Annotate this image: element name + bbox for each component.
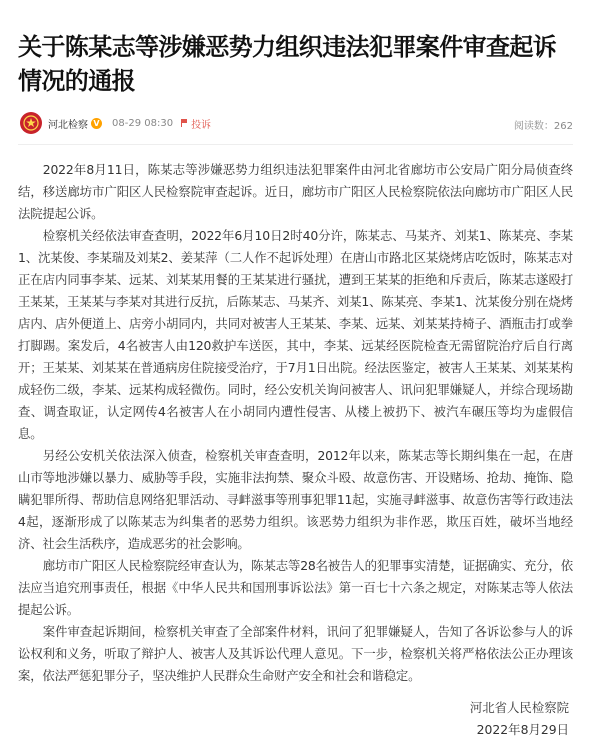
publish-datetime: 08-29 08:30: [112, 117, 174, 129]
paragraph: 另经公安机关依法深入侦查，检察机关审查查明，2012年以来，陈某志等长期纠集在一起，在唐山市等地涉嫌以暴力、威胁等手段，实施非法拘禁、聚众斗殴、故意伤害、开设赌场、抢劫、掩饰、隐瞒犯罪所得、帮助信息网络犯罪活动、寻衅滋事等刑事犯罪11起，实施寻衅滋事、故意伤害等行政违法4起，逐渐形成了以陈某志为纠集者的恶势力组织。该恶势力组织为非作恶，欺压百姓，破坏当地经济、社会生活秩序，造成恶劣的社会影响。: [18, 448, 573, 551]
signature-date: 2022年8月29日: [476, 722, 569, 737]
signature: [18, 697, 573, 741]
article-meta: [18, 108, 573, 138]
account-name[interactable]: 河北检察: [48, 119, 88, 131]
paragraph: 2022年8月11日，陈某志等涉嫌恶势力组织违法犯罪案件由河北省廊坊市公安局广阳分局侦查终结，移送廊坊市广阳区人民检察院审查起诉。近日，廊坊市广阳区人民检察院依法向廊坊市广阳区人民法院提起公诉。: [18, 162, 573, 221]
paragraph: 廊坊市广阳区人民检察院经审查认为，陈某志等28名被告人的犯罪事实清楚，证据确实、充分，依法应当追究刑事责任，根据《中华人民共和国刑事诉讼法》第一百七十六条之规定，对陈某志等人依法提起公诉。: [18, 558, 573, 617]
signature-org: 河北省人民检察院: [469, 700, 569, 715]
flag-icon: [181, 119, 188, 127]
verified-v-icon: V: [91, 118, 102, 129]
paragraph: 检察机关经依法审查查明，2022年6月10日2时40分许，陈某志、马某齐、刘某1、陈某亮、李某1、沈某俊、李某瑞及刘某2、姜某萍（二人作不起诉处理）在唐山市路北区某烧烤店吃饭时，陈某志对正在店内同事李某、远某、刘某某用餐的王某某进行骚扰，遭到王某某的拒绝和斥责后，陈某志遂殴打王某某，王某某与李某对其进行反抗，后陈某志、马某齐、刘某1、陈某亮、李某1、沈某俊分别在烧烤店内、店外便道上、店旁小胡同内，共同对被害人王某某、李某、远某、刘某某持椅子、酒瓶击打或拳打脚踢。案发后，4名被害人由120救护车送医，其中，李某、远某经医院检查无需留院治疗后自行离开；王某某、刘某某在普通病房住院接受治疗，于7月1日出院。经法医鉴定，被害人王某某、刘某某构成轻伤二级，李某、远某构成轻微伤。同时，经公安机关询问被害人、讯问犯罪嫌疑人，并综合现场勘查、调查取证，认定网传4名被害人在小胡同内遭性侵害、从楼上被扔下、被汽车碾压等均为虚假信息。: [18, 228, 573, 441]
report-link[interactable]: [181, 116, 211, 131]
divider: [18, 144, 573, 145]
article-body: [18, 159, 573, 687]
article-title: 关于陈某志等涉嫌恶势力组织违法犯罪案件审查起诉情况的通报: [18, 33, 557, 95]
account-avatar[interactable]: [20, 112, 42, 134]
paragraph: 案件审查起诉期间，检察机关审查了全部案件材料，讯问了犯罪嫌疑人，告知了各诉讼参与人的诉讼权利和义务，听取了辩护人、被害人及其诉讼代理人意见。下一步，检察机关将严格依法公正办理该案，依法严惩犯罪分子，坚决维护人民群众生命财产安全和社会和谐稳定。: [18, 624, 573, 683]
emblem-icon: [23, 115, 39, 131]
view-count: 阅读数：262: [513, 121, 573, 132]
report-label: 投诉: [191, 119, 212, 131]
